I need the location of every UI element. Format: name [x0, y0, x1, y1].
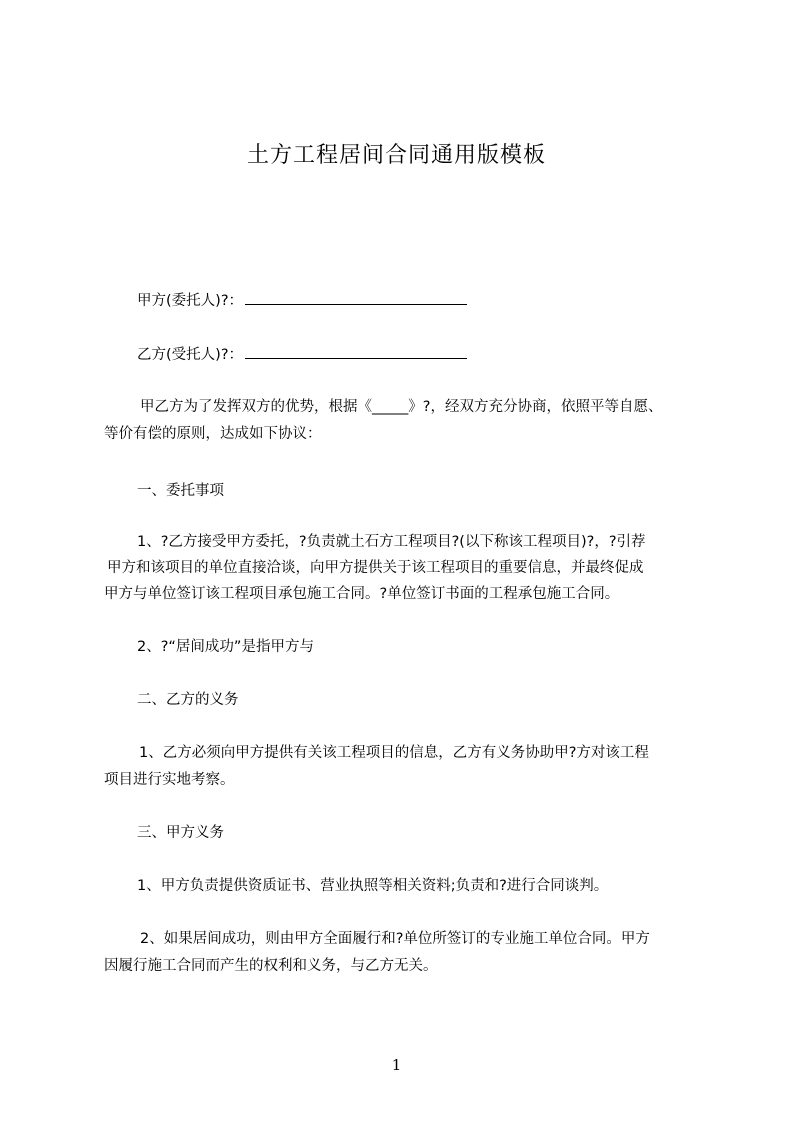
- section1-item1-line3: 甲方与单位签订该工程项目承包施工合同。?单位签订书面的工程承包施工合同。: [104, 586, 620, 602]
- section1-heading: 一、委托事项: [137, 483, 224, 499]
- party-b-label: 乙方(受托人)?：: [137, 347, 244, 363]
- page-number: 1: [391, 1056, 402, 1074]
- section1-item1-line2: 甲方和该项目的单位直接洽谈，向甲方提供关于该工程项目的重要信息，并最终促成: [107, 560, 644, 576]
- section2-item1-line2: 项目进行实地考察。: [104, 772, 235, 788]
- section3-item2-line2: 因履行施工合同而产生的权利和义务，与乙方无关。: [104, 958, 438, 974]
- section3-heading: 三、甲方义务: [137, 825, 224, 841]
- party-a-blank: [245, 290, 467, 305]
- party-a-label: 甲方(委托人)?：: [137, 293, 244, 309]
- party-b-line: [137, 344, 467, 365]
- intro-line-1: 甲乙方为了发挥双方的优势，根据《_____》?，经双方充分协商，依照平等自愿、: [140, 399, 663, 415]
- party-b-blank: [245, 344, 467, 359]
- section3-item1: 1、甲方负责提供资质证书、营业执照等相关资料;负责和?进行合同谈判。: [137, 878, 609, 894]
- section1-item2: 2、?“居间成功”是指甲方与: [137, 639, 314, 655]
- party-a-line: [137, 290, 467, 311]
- document-title: 土方工程居间合同通用版模板: [246, 143, 546, 168]
- section2-heading: 二、乙方的义务: [137, 692, 239, 708]
- section3-item2-line1: 2、如果居间成功，则由甲方全面履行和?单位所签订的专业施工单位合同。甲方: [140, 931, 650, 947]
- intro-line-2: 等价有偿的原则，达成如下协议：: [104, 426, 322, 442]
- section1-item1-line1: 1、?乙方接受甲方委托，?负责就土石方工程项目?(以下称该工程项目)?，?引荐: [137, 534, 646, 550]
- section2-item1-line1: 1、乙方必须向甲方提供有关该工程项目的信息，乙方有义务协助甲?方对该工程: [139, 745, 649, 761]
